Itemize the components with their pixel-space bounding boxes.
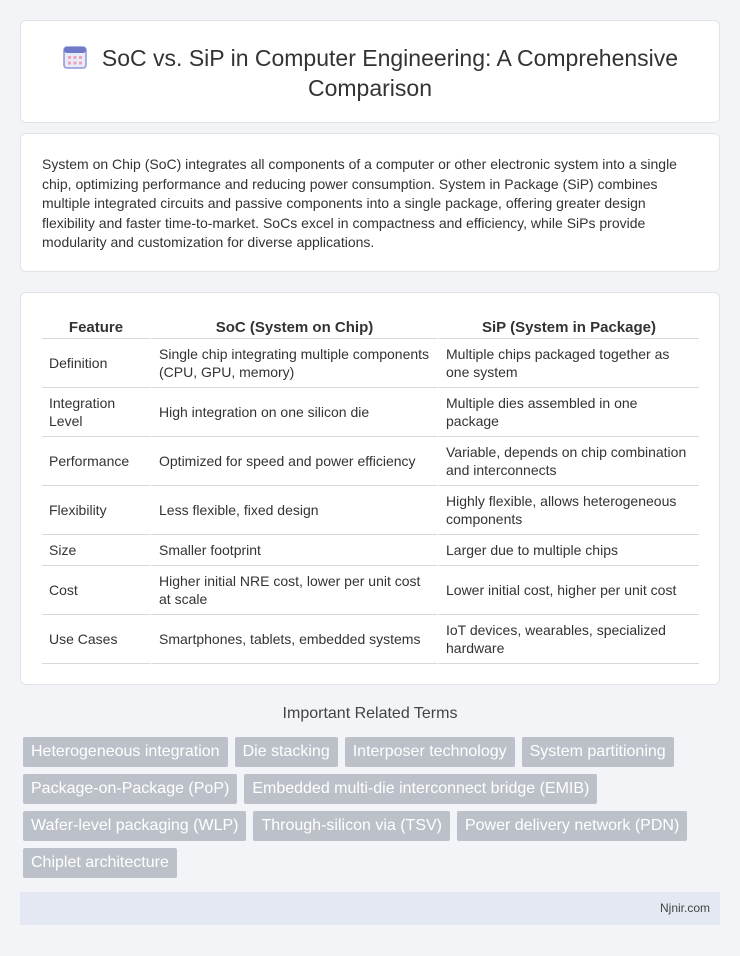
table-row	[42, 339, 699, 388]
related-term-tag[interactable]: Embedded multi-die interconnect bridge (EMIB)	[244, 774, 597, 804]
soc-cell: Higher initial NRE cost, lower per unit cost at scale	[150, 566, 437, 615]
header-sip: SiP (System in Package)	[437, 314, 699, 339]
table-row	[42, 437, 699, 486]
related-term-tag[interactable]: Interposer technology	[345, 737, 515, 767]
table-header-row	[42, 314, 699, 339]
header-soc: SoC (System on Chip)	[150, 314, 437, 339]
related-terms-heading: Important Related Terms	[282, 705, 458, 722]
related-term-tag[interactable]: Die stacking	[235, 737, 338, 767]
intro-paragraph: System on Chip (SoC) integrates all components of a computer or other electronic system into a single chip, optimizing performance and reducing power consumption. System in Package (SiP) combines multiple integrated circuits and passive components into a single package, offering greater design flexibility and faster time-to-market. SoCs excel in compactness and efficiency, while SiPs provide modularity and customization for diverse applications.	[42, 156, 677, 250]
sip-cell: Multiple chips packaged together as one system	[437, 339, 699, 388]
sip-cell: Variable, depends on chip combination and interconnects	[437, 437, 699, 486]
feature-cell: Definition	[42, 339, 150, 388]
page-title	[21, 43, 719, 103]
feature-cell: Use Cases	[42, 615, 150, 664]
soc-cell: Smartphones, tablets, embedded systems	[150, 615, 437, 664]
intro-card	[20, 133, 720, 272]
sip-cell: IoT devices, wearables, specialized hardware	[437, 615, 699, 664]
sip-cell: Multiple dies assembled in one package	[437, 388, 699, 437]
related-term-tag[interactable]: Heterogeneous integration	[23, 737, 228, 767]
table-row	[42, 388, 699, 437]
feature-cell: Size	[42, 535, 150, 566]
sip-cell: Lower initial cost, higher per unit cost	[437, 566, 699, 615]
related-term-tag[interactable]: System partitioning	[522, 737, 674, 767]
soc-cell: High integration on one silicon die	[150, 388, 437, 437]
related-term-tag[interactable]: Wafer-level packaging (WLP)	[23, 811, 246, 841]
footer	[20, 892, 720, 925]
header-feature: Feature	[42, 314, 150, 339]
soc-cell: Optimized for speed and power efficiency	[150, 437, 437, 486]
feature-cell: Cost	[42, 566, 150, 615]
sip-cell: Highly flexible, allows heterogeneous components	[437, 486, 699, 535]
table-row	[42, 566, 699, 615]
title-text: SoC vs. SiP in Computer Engineering: A Comprehensive Comparison	[101, 45, 679, 101]
feature-cell: Performance	[42, 437, 150, 486]
soc-cell: Less flexible, fixed design	[150, 486, 437, 535]
soc-cell: Smaller footprint	[150, 535, 437, 566]
table-row	[42, 615, 699, 664]
related-term-tag[interactable]: Package-on-Package (PoP)	[23, 774, 237, 804]
soc-cell: Single chip integrating multiple components (CPU, GPU, memory)	[150, 339, 437, 388]
footer-site-link[interactable]: Njnir.com	[659, 901, 710, 915]
comparison-card	[20, 292, 720, 685]
title-card	[20, 20, 720, 123]
related-term-tag[interactable]: Power delivery network (PDN)	[457, 811, 687, 841]
feature-cell: Integration Level	[42, 388, 150, 437]
table-row	[42, 486, 699, 535]
related-term-tag[interactable]: Chiplet architecture	[23, 848, 177, 878]
table-row	[42, 535, 699, 566]
sip-cell: Larger due to multiple chips	[437, 535, 699, 566]
calendar-grid-icon	[62, 44, 88, 70]
related-terms-list	[23, 737, 703, 878]
related-term-tag[interactable]: Through-silicon via (TSV)	[253, 811, 450, 841]
comparison-table	[42, 314, 699, 664]
feature-cell: Flexibility	[42, 486, 150, 535]
